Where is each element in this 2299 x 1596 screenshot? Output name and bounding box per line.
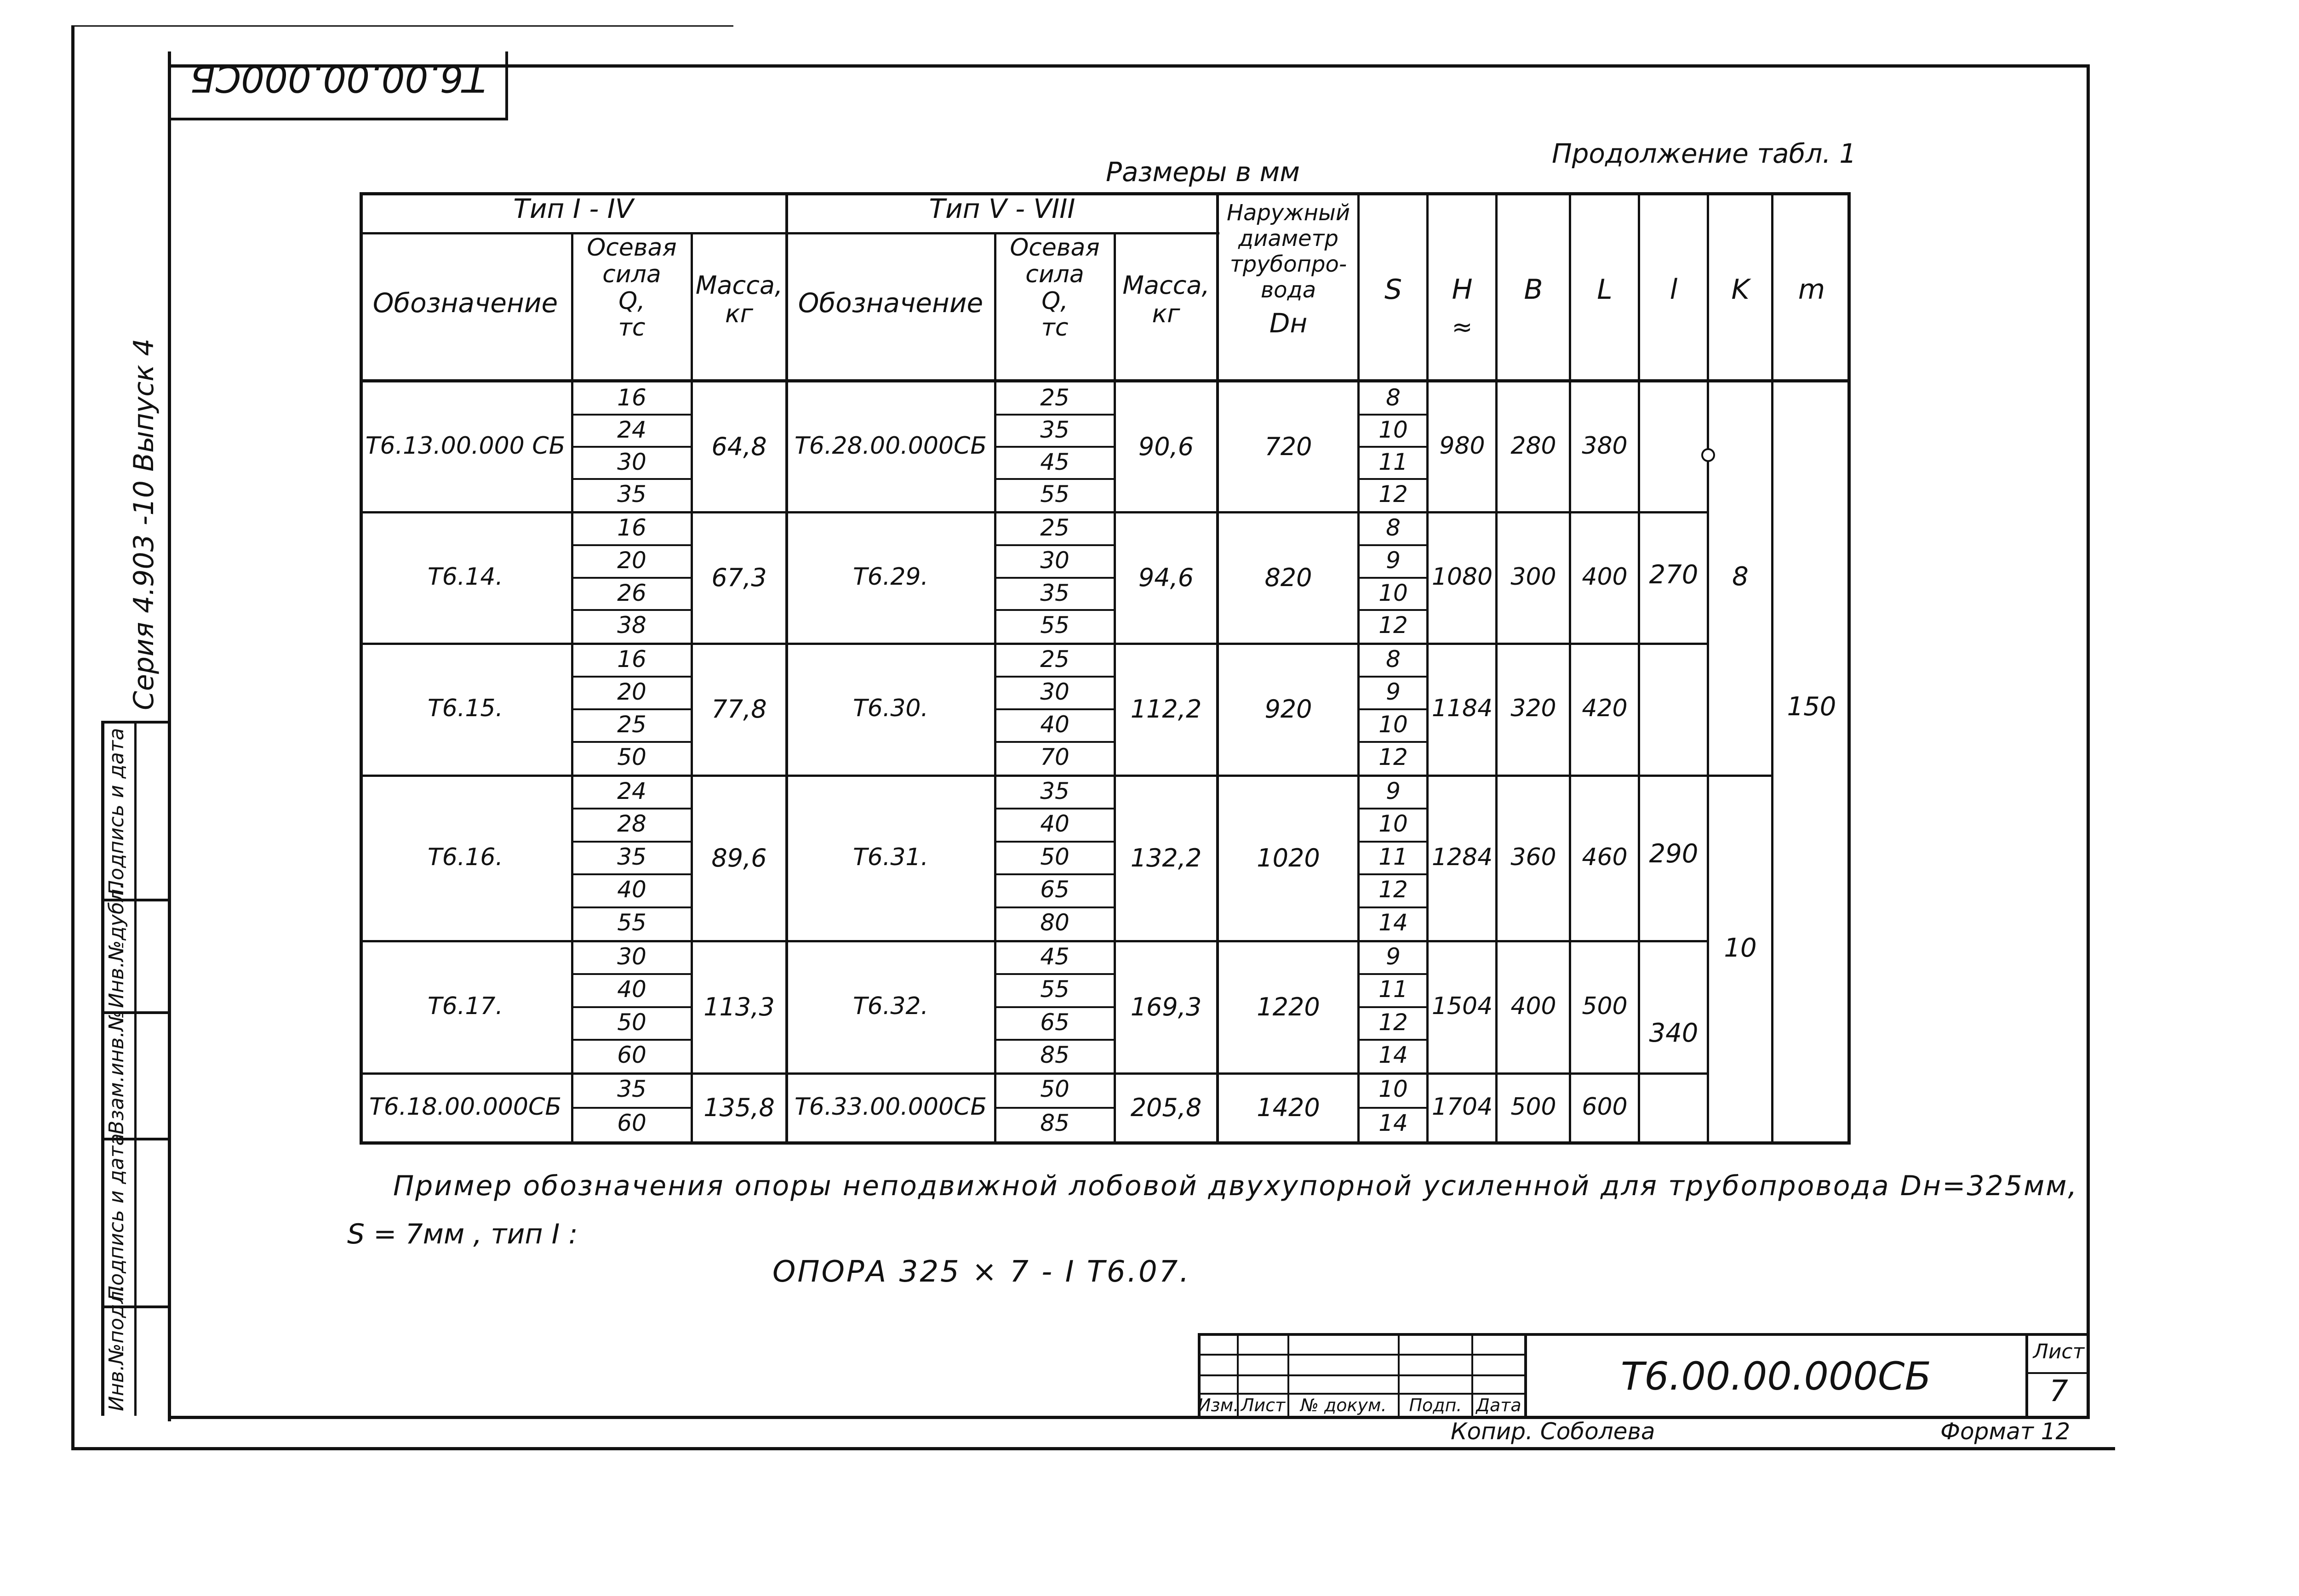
group-sep (360, 643, 1429, 645)
s-cell: 12 (1378, 481, 1408, 507)
sub-row-line (1359, 544, 1428, 546)
massa2-cell: 112,2 (1130, 695, 1202, 724)
frame-line (71, 25, 74, 1449)
oboz1-cell: Т6.16. (427, 843, 503, 871)
q2-cell: 45 (1040, 449, 1069, 475)
tb-line (1198, 1374, 1524, 1376)
sub-row-line (995, 841, 1114, 843)
q1-cell: 16 (617, 514, 646, 541)
s-cell: 9 (1386, 943, 1401, 970)
L-cell: 380 (1582, 432, 1628, 460)
q2-cell: 45 (1040, 943, 1069, 970)
l-value: 290 (1649, 839, 1699, 869)
sub-row-line (1359, 708, 1428, 710)
sub-row-line (995, 1107, 1114, 1109)
s-cell: 10 (1378, 1076, 1408, 1102)
q1-cell: 40 (617, 876, 646, 903)
group-sep (1426, 511, 1709, 513)
s-cell: 14 (1378, 1041, 1408, 1068)
oboz2-cell: Т6.29. (852, 563, 929, 591)
q1-cell: 26 (617, 579, 646, 606)
vline (1771, 192, 1773, 1145)
s-cell: 12 (1378, 1009, 1408, 1036)
h-cell: 1504 (1431, 992, 1493, 1020)
s-cell: 12 (1378, 612, 1408, 639)
sub-row-line (1359, 973, 1428, 975)
sub-row-line (1359, 808, 1428, 809)
s-cell: 9 (1386, 547, 1401, 574)
sub-row-line (995, 446, 1114, 448)
s-cell: 10 (1378, 711, 1408, 738)
oboz1-cell: Т6.17. (427, 992, 503, 1020)
q2-cell: 85 (1040, 1109, 1069, 1136)
side-label-podpis-data-2: Подпись и дата (105, 728, 128, 895)
small-circle-mark (1701, 448, 1715, 462)
frame-line (71, 1447, 2115, 1450)
q1-cell: 40 (617, 976, 646, 1003)
q1-cell: 30 (617, 449, 646, 475)
sub-row-line (1359, 446, 1428, 448)
q1-cell: 50 (617, 1009, 646, 1036)
b-cell: 300 (1510, 563, 1556, 591)
q2-cell: 50 (1040, 1076, 1069, 1102)
vline (1707, 192, 1709, 1145)
side-label-vzam-inv: Взам.инв.№ (105, 1010, 128, 1134)
dn-cell: 1420 (1257, 1093, 1320, 1122)
q2-cell: 35 (1040, 416, 1069, 443)
header-K: K (1731, 274, 1750, 306)
sub-row-line (1359, 873, 1428, 875)
sub-row-line (995, 577, 1114, 579)
L-cell: 420 (1582, 695, 1628, 722)
q2-cell: 35 (1040, 778, 1069, 804)
oboz2-cell: Т6.31. (852, 843, 929, 871)
s-cell: 14 (1378, 1109, 1408, 1136)
header-H: H (1452, 274, 1473, 306)
tb-col-podp: Подп. (1409, 1395, 1462, 1415)
sub-row-line (572, 478, 691, 480)
tb-code: Т6.00.00.000СБ (1620, 1354, 1932, 1399)
tb-col-data: Дата (1476, 1395, 1521, 1415)
sub-row-line (572, 577, 691, 579)
dn-cell: 920 (1264, 695, 1312, 724)
sub-row-line (572, 808, 691, 809)
massa1-cell: 67,3 (711, 563, 767, 592)
q2-cell: 80 (1040, 909, 1069, 936)
format-label: Формат 12 (1940, 1418, 2070, 1445)
massa1-cell: 135,8 (703, 1093, 775, 1122)
group-sep (1426, 1072, 1709, 1075)
sub-row-line (995, 414, 1114, 416)
dn-cell: 720 (1264, 432, 1312, 461)
h-cell: 1284 (1431, 843, 1493, 871)
b-cell: 360 (1510, 843, 1556, 871)
L-cell: 600 (1582, 1093, 1628, 1121)
q2-cell: 30 (1040, 547, 1069, 574)
s-cell: 10 (1378, 810, 1408, 838)
h-cell: 980 (1439, 432, 1485, 460)
header-sila-1: Осевая сила Q, тс (587, 234, 677, 342)
tb-line (2025, 1372, 2090, 1374)
massa1-cell: 77,8 (711, 695, 767, 724)
sub-row-line (995, 708, 1114, 710)
massa1-cell: 64,8 (711, 432, 767, 461)
q2-cell: 85 (1040, 1041, 1069, 1068)
q1-cell: 16 (617, 384, 646, 411)
units-note: Размеры в мм (1106, 156, 1300, 188)
L-cell: 500 (1582, 992, 1628, 1020)
q2-cell: 35 (1040, 579, 1069, 606)
L-cell: 460 (1582, 843, 1628, 871)
s-cell: 8 (1386, 646, 1401, 673)
header-l: l (1670, 274, 1678, 306)
l-value: 340 (1649, 1018, 1699, 1048)
group-sep (1638, 940, 1707, 942)
l-value: 270 (1649, 560, 1699, 590)
example-line-1: Пример обозначения опоры неподвижной лобовой двухупорной усиленной для трубопровода Dн=325мм, (393, 1170, 2078, 1202)
tb-sheet-no: 7 (2049, 1374, 2068, 1408)
side-label-inv-dubl: Инв.№дубл. (105, 882, 128, 1008)
frame-line (71, 25, 733, 27)
group-sep (1707, 775, 1771, 777)
sub-row-line (995, 873, 1114, 875)
q2-cell: 30 (1040, 678, 1069, 705)
sub-row-line (572, 676, 691, 678)
massa2-cell: 169,3 (1130, 992, 1202, 1021)
sub-row-line (572, 873, 691, 875)
s-cell: 10 (1378, 416, 1408, 443)
sub-row-line (1359, 906, 1428, 908)
oboz2-cell: Т6.33.00.000СБ (794, 1093, 987, 1121)
q2-cell: 65 (1040, 876, 1069, 903)
q1-cell: 50 (617, 744, 646, 770)
b-cell: 400 (1510, 992, 1556, 1020)
tb-col-list: Лист (1241, 1395, 1286, 1415)
tb-sheet-label: Лист (2033, 1340, 2085, 1363)
sub-row-line (995, 906, 1114, 908)
sub-row-line (995, 1039, 1114, 1041)
massa1-cell: 113,3 (703, 992, 775, 1021)
group2-header: Тип V - VIII (929, 193, 1075, 224)
oboz1-cell: Т6.15. (427, 695, 503, 722)
group-sep (1638, 775, 1707, 777)
massa2-cell: 90,6 (1138, 432, 1194, 461)
dn-cell: 1020 (1257, 843, 1320, 872)
q2-cell: 70 (1040, 744, 1069, 770)
q1-cell: 55 (617, 909, 646, 936)
header-sila-2: Осевая сила Q, тс (1010, 234, 1100, 342)
oboz2-cell: Т6.28.00.000СБ (794, 432, 987, 460)
sub-row-line (995, 741, 1114, 743)
dn-cell: 820 (1264, 563, 1312, 592)
q1-cell: 60 (617, 1041, 646, 1068)
q2-cell: 50 (1040, 843, 1069, 870)
frame-line (2087, 64, 2090, 1416)
s-cell: 11 (1378, 449, 1408, 475)
tb-line (1198, 1393, 1524, 1395)
q1-cell: 35 (617, 481, 646, 507)
header-oboz-1: Обозначение (372, 287, 558, 319)
q1-cell: 30 (617, 943, 646, 970)
group-sep (360, 511, 1429, 513)
sub-row-line (1359, 1039, 1428, 1041)
group-sep (360, 940, 1429, 942)
q2-cell: 65 (1040, 1009, 1069, 1036)
series-label: Серия 4.903 -10 Выпуск 4 (128, 338, 160, 710)
s-cell: 8 (1386, 514, 1401, 541)
sub-row-line (572, 609, 691, 611)
q1-cell: 25 (617, 711, 646, 738)
h-cell: 1704 (1431, 1093, 1493, 1121)
b-cell: 500 (1510, 1093, 1556, 1121)
sub-row-line (1359, 1107, 1428, 1109)
group-sep (1426, 643, 1709, 645)
sub-row-line (1359, 741, 1428, 743)
example-line-2: S = 7мм , тип I : (347, 1218, 578, 1250)
header-m: m (1798, 274, 1825, 306)
massa2-cell: 94,6 (1138, 563, 1194, 592)
b-cell: 320 (1510, 695, 1556, 722)
table-continuation: Продолжение табл. 1 (1552, 138, 1857, 169)
tb-col-dokum: № докум. (1300, 1395, 1387, 1415)
L-cell: 400 (1582, 563, 1628, 591)
sub-row-line (1359, 414, 1428, 416)
s-cell: 8 (1386, 384, 1401, 411)
massa2-cell: 132,2 (1130, 843, 1202, 872)
example-formula: ОПОРА 325 × 7 - I Т6.07. (772, 1255, 1191, 1289)
q1-cell: 20 (617, 678, 646, 705)
s-cell: 9 (1386, 678, 1401, 705)
sub-row-line (1359, 577, 1428, 579)
header-massa-1: Масса, кг (695, 271, 783, 328)
s-cell: 10 (1378, 579, 1408, 606)
sub-row-line (572, 906, 691, 908)
header-massa-2: Масса, кг (1122, 271, 1210, 328)
header-S: S (1384, 274, 1402, 306)
sub-row-line (995, 609, 1114, 611)
sub-row-line (572, 708, 691, 710)
side-label-podpis-data: Подпись и дата (105, 1133, 128, 1301)
oboz2-cell: Т6.32. (852, 992, 929, 1020)
sub-row-line (995, 1006, 1114, 1008)
q2-cell: 40 (1040, 711, 1069, 738)
dn-cell: 1220 (1257, 992, 1320, 1021)
sub-row-line (572, 1039, 691, 1041)
sub-row-line (995, 478, 1114, 480)
q1-cell: 28 (617, 810, 646, 838)
q2-cell: 55 (1040, 481, 1069, 507)
h-cell: 1080 (1431, 563, 1493, 591)
oboz2-cell: Т6.30. (852, 695, 929, 722)
massa2-cell: 205,8 (1130, 1093, 1202, 1122)
header-oboz-2: Обозначение (798, 287, 984, 319)
hline (360, 379, 1851, 382)
s-cell: 14 (1378, 909, 1408, 936)
sub-row-line (995, 544, 1114, 546)
sub-row-line (572, 446, 691, 448)
sub-row-line (995, 973, 1114, 975)
q2-cell: 55 (1040, 612, 1069, 639)
q1-cell: 60 (617, 1109, 646, 1136)
side-strip-line (101, 721, 104, 1416)
side-strip-line (134, 721, 137, 1416)
sub-row-line (1359, 478, 1428, 480)
header-L: L (1597, 274, 1613, 306)
tb-line (1198, 1354, 1524, 1356)
group1-header: Тип I - IV (513, 193, 634, 224)
q1-cell: 24 (617, 416, 646, 443)
stamp-box (168, 51, 508, 120)
q1-cell: 16 (617, 646, 646, 673)
s-cell: 11 (1378, 976, 1408, 1003)
sub-row-line (572, 741, 691, 743)
group-sep (360, 1072, 1429, 1075)
h-cell: 1184 (1431, 695, 1493, 722)
sub-row-line (572, 414, 691, 416)
header-H-approx: ≈ (1452, 313, 1473, 342)
header-B: B (1524, 274, 1543, 306)
q2-cell: 25 (1040, 384, 1069, 411)
sub-row-line (572, 1107, 691, 1109)
q1-cell: 38 (617, 612, 646, 639)
q1-cell: 20 (617, 547, 646, 574)
q1-cell: 35 (617, 1076, 646, 1102)
s-cell: 11 (1378, 843, 1408, 870)
sub-row-line (572, 841, 691, 843)
frame-line (168, 51, 171, 1421)
k-value: 8 (1732, 562, 1749, 592)
m-value: 150 (1787, 692, 1836, 722)
side-label-inv-podl: Инв.№подл. (105, 1284, 128, 1411)
b-cell: 280 (1510, 432, 1556, 460)
sub-row-line (572, 973, 691, 975)
tb-col-izm: Изм. (1198, 1395, 1239, 1415)
sub-row-line (995, 808, 1114, 809)
s-cell: 9 (1386, 778, 1401, 804)
header-diam: Наружный диаметр трубопро- вода Dн (1226, 200, 1350, 339)
sub-row-line (1359, 841, 1428, 843)
oboz1-cell: Т6.14. (427, 563, 503, 591)
massa1-cell: 89,6 (711, 843, 767, 872)
s-cell: 12 (1378, 876, 1408, 903)
oboz1-cell: Т6.18.00.000СБ (369, 1093, 561, 1121)
q2-cell: 25 (1040, 514, 1069, 541)
q2-cell: 25 (1040, 646, 1069, 673)
sub-row-line (572, 544, 691, 546)
q1-cell: 35 (617, 843, 646, 870)
q2-cell: 40 (1040, 810, 1069, 838)
sub-row-line (1359, 609, 1428, 611)
sub-row-line (572, 1006, 691, 1008)
q2-cell: 55 (1040, 976, 1069, 1003)
q1-cell: 24 (617, 778, 646, 804)
sub-row-line (995, 676, 1114, 678)
s-cell: 12 (1378, 744, 1408, 770)
oboz1-cell: Т6.13.00.000 СБ (365, 432, 566, 460)
copied-by: Копир. Соболева (1451, 1418, 1655, 1445)
group-sep (360, 775, 1429, 777)
stamp-code: Т6.00.00.000СБ (190, 57, 486, 100)
sub-row-line (1359, 1006, 1428, 1008)
sub-row-line (1359, 676, 1428, 678)
k-value: 10 (1724, 933, 1757, 963)
